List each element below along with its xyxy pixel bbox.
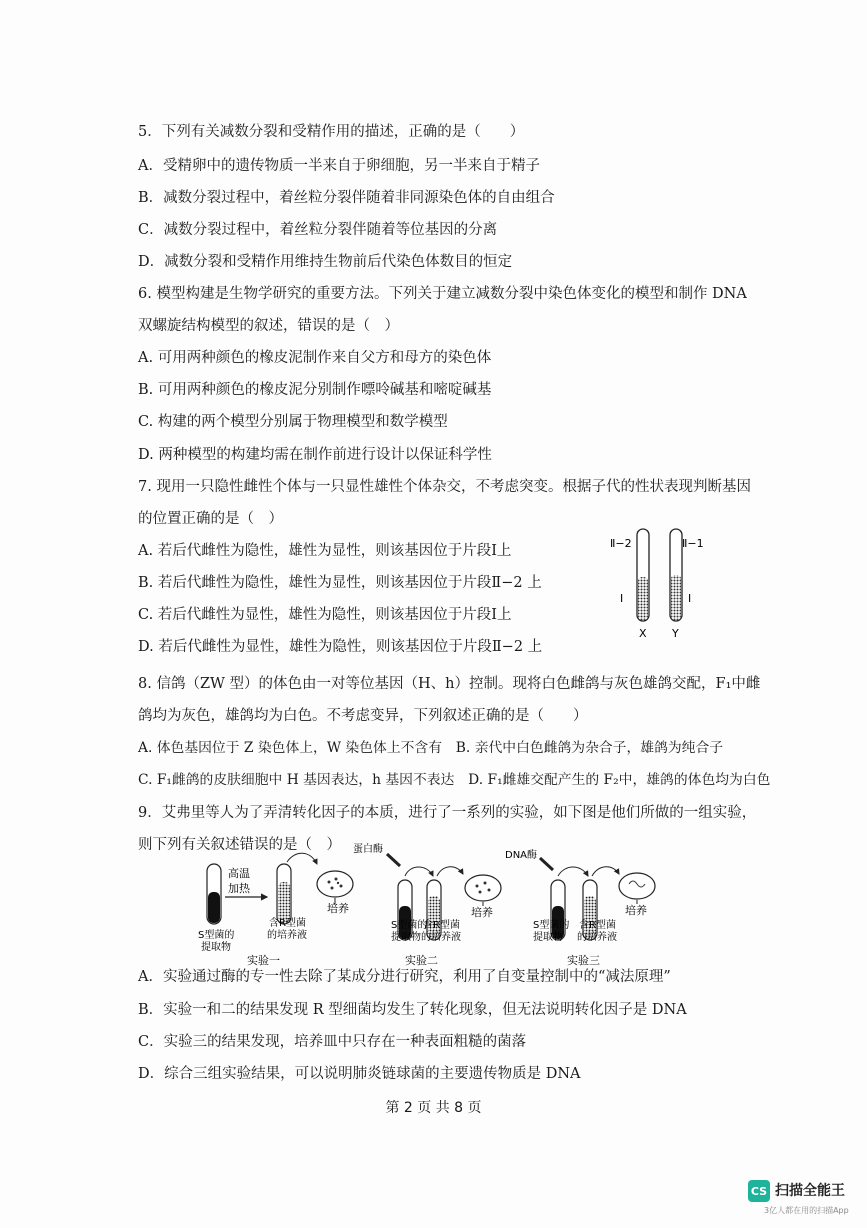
camscanner-tagline: 3亿人都在用的扫描App <box>764 1206 849 1215</box>
s-extract-label-3b: 提取物 <box>533 932 563 943</box>
s-extract-liquid <box>208 892 220 923</box>
q7-option-a: A. 若后代雌性为隐性，雄性为显性，则该基因位于片段Ⅰ上 <box>138 543 512 559</box>
q9-option-d: D．综合三组实验结果，可以说明肺炎链球菌的主要遗传物质是 DNA <box>138 1066 581 1082</box>
q9-option-b: B．实验一和二的结果发现 R 型细菌均发生了转化现象，但无法说明转化因子是 DNA <box>138 1002 687 1018</box>
xy-chromosome-figure <box>610 525 720 640</box>
page-number: 第 2 页 共 8 页 <box>385 1100 482 1116</box>
q6-option-b: B. 可用两种颜色的橡皮泥分别制作嘌呤碱基和嘧啶碱基 <box>138 382 492 398</box>
q7-stem-line1: 7. 现用一只隐性雌性个体与一只显性雄性个体杂交，不考虑突变。根据子代的性状表现判断基因 <box>138 479 751 495</box>
culture-dish <box>317 871 353 897</box>
label-i-left: Ⅰ <box>620 592 624 605</box>
label-ii-2: Ⅱ−2 <box>610 537 632 550</box>
s-extract-label-2a: S型菌的 <box>391 920 428 931</box>
r-medium-label-3a: 含R型菌 <box>579 920 616 931</box>
r-medium-label-2b: 的培养液 <box>421 932 461 943</box>
q5-stem: 5．下列有关减数分裂和受精作用的描述，正确的是（ ） <box>138 124 525 140</box>
exp2-label: 实验二 <box>405 954 438 967</box>
x-homologous-segment <box>638 577 648 620</box>
camscanner-logo-icon: CS <box>748 1180 770 1202</box>
protease-pipette <box>387 854 400 866</box>
culture-label-2: 培养 <box>471 906 493 919</box>
r-medium-label-3b: 的培养液 <box>577 932 617 943</box>
exp3-label: 实验三 <box>567 954 600 967</box>
r-medium-label-1: 含R型菌 <box>269 918 306 929</box>
q9-stem-line2: 则下列有关叙述错误的是（ ） <box>138 837 341 853</box>
avery-experiment-figure <box>195 842 665 967</box>
r-medium-label-2a: 含R型菌 <box>423 920 460 931</box>
q7-stem-line2: 的位置正确的是（ ） <box>138 511 283 527</box>
r-medium-label-2: 的培养液 <box>267 930 307 941</box>
culture-dish-2 <box>465 875 501 901</box>
q5-option-b: B．减数分裂过程中，着丝粒分裂伴随着非同源染色体的自由组合 <box>138 190 555 206</box>
q6-stem-line2: 双螺旋结构模型的叙述，错误的是（ ） <box>138 318 399 334</box>
q9-stem-line1: 9．艾弗里等人为了弄清转化因子的本质，进行了一系列的实验，如下图是他们所做的一组实验， <box>138 805 757 821</box>
q6-option-d: D. 两种模型的构建均需在制作前进行设计以保证科学性 <box>138 447 492 463</box>
q9-option-a: A．实验通过酶的专一性去除了某成分进行研究，利用了自变量控制中的“减法原理” <box>138 969 671 985</box>
s-extract-label-2b: 提取物 <box>391 932 421 943</box>
heat-label-2: 加热 <box>228 882 250 895</box>
q8-stem-line1: 8. 信鸽（ZW 型）的体色由一对等位基因（H、h）控制。现将白色雌鸽与灰色雄鸽交配，F₁中雌 <box>138 676 761 692</box>
transfer-arrow <box>287 853 317 864</box>
q5-option-a: A．受精卵中的遗传物质一半来自于卵细胞，另一半来自于精子 <box>138 158 540 174</box>
r-medium-liquid <box>278 882 290 923</box>
q6-stem-line1: 6. 模型构建是生物学研究的重要方法。下列关于建立减数分裂中染色体变化的模型和制作 DNA <box>138 286 747 302</box>
q5-option-c: C．减数分裂过程中，着丝粒分裂伴随着等位基因的分离 <box>138 222 498 238</box>
culture-label-1: 培养 <box>327 902 349 915</box>
q5-option-d: D．减数分裂和受精作用维持生物前后代染色体数目的恒定 <box>138 254 513 270</box>
q8-options-row1: A. 体色基因位于 Z 染色体上，W 染色体上不含有 B. 亲代中白色雌鸽为杂合子，雄鸽为纯合子 <box>138 740 724 756</box>
culture-label-3: 培养 <box>625 904 647 917</box>
label-x: X <box>639 627 647 640</box>
q7-option-d: D. 若后代雌性为显性，雄性为隐性，则该基因位于片段Ⅱ−2 上 <box>138 639 543 655</box>
experiment-2 <box>353 842 501 967</box>
label-i-right: Ⅰ <box>688 592 692 605</box>
q8-stem-line2: 鸽均为灰色，雄鸽均为白色。不考虑变异，下列叙述正确的是（ ） <box>138 708 588 724</box>
dnase-pipette <box>540 858 553 870</box>
q6-option-a: A. 可用两种颜色的橡皮泥制作来自父方和母方的染色体 <box>138 350 492 366</box>
dnase-label: DNA酶 <box>505 850 538 861</box>
heat-label: 高温 <box>228 867 250 880</box>
q9-option-c: C．实验三的结果发现，培养皿中只存在一种表面粗糙的菌落 <box>138 1034 527 1050</box>
q6-option-c: C. 构建的两个模型分别属于物理模型和数学模型 <box>138 414 448 430</box>
s-extract-label-2: 提取物 <box>201 942 231 953</box>
y-homologous-segment <box>671 575 681 620</box>
q7-option-b: B. 若后代雌性为隐性，雄性为显性，则该基因位于片段Ⅱ−2 上 <box>138 575 542 591</box>
culture-dish-3 <box>619 873 655 899</box>
experiment-1 <box>198 853 353 967</box>
exp1-label: 实验一 <box>247 954 280 967</box>
s-extract-label-1: S型菌的 <box>198 930 235 941</box>
q7-option-c: C. 若后代雌性为显性，雄性为隐性，则该基因位于片段Ⅰ上 <box>138 607 512 623</box>
camscanner-name: 扫描全能王 <box>775 1183 845 1199</box>
experiment-3 <box>505 848 655 967</box>
protease-label: 蛋白酶 <box>353 844 383 855</box>
q8-options-row2: C. F₁雌鸽的皮肤细胞中 H 基因表达，h 基因不表达 D. F₁雌雄交配产生的 F₂中，雄鸽的体色均为白色 <box>138 772 771 788</box>
label-y: Y <box>672 627 679 640</box>
label-ii-1: Ⅱ−1 <box>682 537 704 550</box>
s-extract-label-3a: S型菌的 <box>533 920 570 931</box>
